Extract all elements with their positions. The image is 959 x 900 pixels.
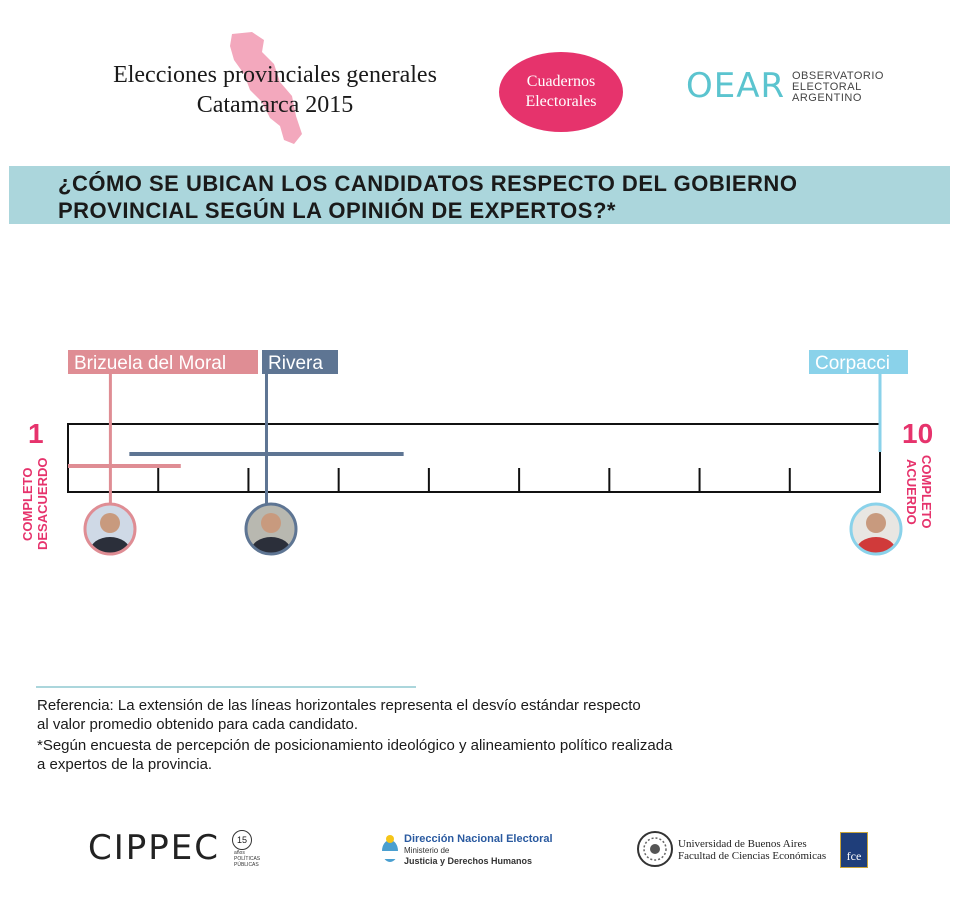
scale-min-number: 1 bbox=[28, 418, 44, 449]
title-line-1: Elecciones provinciales generales bbox=[113, 62, 437, 88]
survey-line-2: a expertos de la provincia. bbox=[37, 756, 213, 773]
uba-seal-icon bbox=[636, 830, 674, 868]
question-text bbox=[58, 170, 797, 224]
oear-logo: OEAR bbox=[686, 66, 786, 106]
oear-logo-text bbox=[792, 71, 884, 104]
uba-line-1: Universidad de Buenos Aires bbox=[678, 838, 807, 850]
badge-line-2: Electorales bbox=[525, 93, 597, 110]
scale-min-label-2: DESACUERDO bbox=[35, 457, 50, 551]
survey-note bbox=[37, 736, 672, 774]
reference-line-1: Referencia: La extensión de las líneas horizontales representa el desvío estándar respecto bbox=[37, 697, 641, 714]
cippec-sub-1: años bbox=[234, 850, 245, 856]
page-title bbox=[70, 60, 480, 120]
scale-max-label-2: ACUERDO bbox=[904, 459, 919, 525]
candidate-label-0: Brizuela del Moral bbox=[74, 353, 227, 374]
fce-logo bbox=[840, 832, 868, 868]
candidate-position-chart bbox=[0, 340, 959, 570]
scale-min-label-1: COMPLETO bbox=[20, 467, 35, 541]
uba-line-2: Facultad de Ciencias Económicas bbox=[678, 850, 827, 862]
oear-line-1: OBSERVATORIO bbox=[792, 70, 884, 82]
reference-line-2: al valor promedio obtenido para cada candidato. bbox=[37, 716, 359, 733]
survey-line-1: *Según encuesta de percepción de posicionamiento ideológico y alineamiento político realizada bbox=[37, 737, 673, 754]
scale-max-number: 10 bbox=[902, 418, 934, 449]
uba-logo-text bbox=[678, 838, 826, 862]
dne-line-2: Ministerio de bbox=[404, 846, 450, 855]
oear-line-2: ELECTORAL bbox=[792, 81, 862, 93]
candidate-label-1: Rivera bbox=[268, 353, 323, 374]
cippec-subtext bbox=[234, 850, 260, 868]
cippec-badge-number: 15 bbox=[236, 835, 247, 845]
dne-logo-text bbox=[404, 834, 553, 867]
fce-wordmark: fce bbox=[846, 849, 862, 863]
scale-max-label-1: COMPLETO bbox=[919, 455, 934, 529]
title-line-2: Catamarca 2015 bbox=[196, 92, 354, 118]
dne-line-3: Justicia y Derechos Humanos bbox=[404, 856, 533, 866]
oear-line-3: ARGENTINO bbox=[792, 92, 862, 104]
notes-divider bbox=[36, 686, 416, 688]
dne-line-1: Dirección Nacional Electoral bbox=[404, 833, 553, 845]
cippec-logo bbox=[88, 828, 220, 868]
cippec-sub-3: PÚBLICAS bbox=[234, 862, 259, 868]
reference-note bbox=[37, 696, 641, 734]
badge-line-1: Cuadernos bbox=[526, 73, 596, 90]
question-line-2: PROVINCIAL SEGÚN LA OPINIÓN DE EXPERTOS?* bbox=[58, 198, 616, 223]
cippec-sub-2: POLÍTICAS bbox=[234, 856, 261, 862]
cippec-wordmark: CIPPEC bbox=[88, 828, 220, 868]
argentina-coat-of-arms-icon bbox=[380, 833, 400, 865]
question-line-1: ¿CÓMO SE UBICAN LOS CANDIDATOS RESPECTO DEL GOBIERNO bbox=[58, 171, 798, 196]
scale-frame bbox=[68, 424, 880, 492]
cuadernos-badge bbox=[499, 52, 623, 132]
candidate-label-2: Corpacci bbox=[815, 353, 890, 374]
cippec-anniversary-badge bbox=[232, 830, 252, 850]
